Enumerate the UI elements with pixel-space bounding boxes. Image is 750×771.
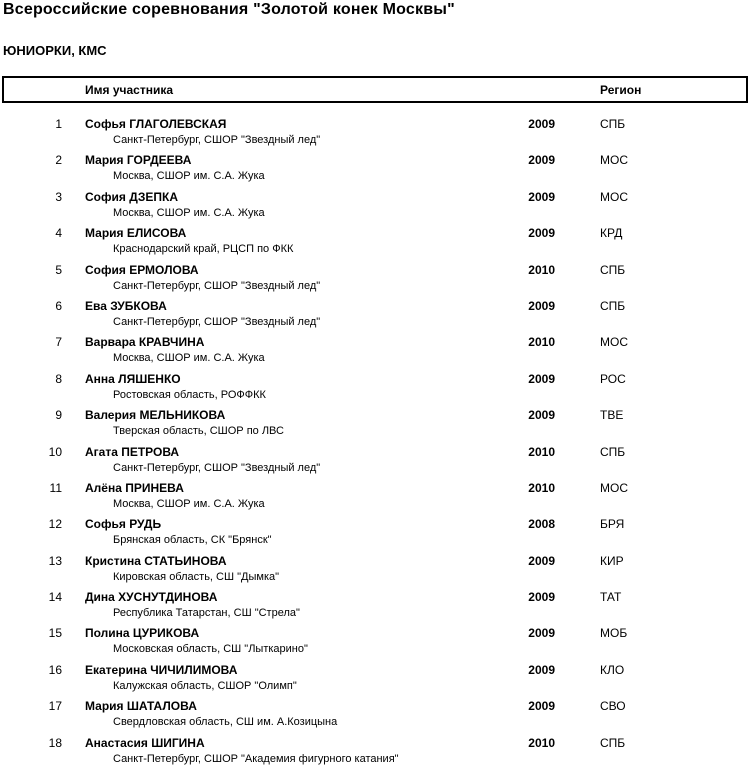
participant bbox=[62, 263, 505, 294]
participant-club: Санкт-Петербург, СШОР "Звездный лед" bbox=[113, 315, 321, 328]
birth-year: 2009 bbox=[528, 371, 555, 386]
column-header-name: Имя участника bbox=[85, 82, 174, 97]
table-row bbox=[0, 220, 750, 256]
birth-year: 2009 bbox=[528, 699, 555, 714]
table-row bbox=[0, 657, 750, 693]
region-code: ТВЕ bbox=[600, 408, 624, 423]
participant-name: Мария ГОРДЕЕВА bbox=[85, 153, 192, 168]
row-number: 10 bbox=[48, 444, 62, 459]
region-code: ТАТ bbox=[600, 590, 622, 605]
participant-club: Московская область, СШ "Лыткарино" bbox=[113, 643, 308, 656]
table-row bbox=[0, 693, 750, 729]
participant-name: Анастасия ШИГИНА bbox=[85, 735, 205, 750]
table-row bbox=[0, 584, 750, 620]
column-header-region: Регион bbox=[600, 82, 642, 97]
participant-name: Мария ЕЛИСОВА bbox=[85, 226, 187, 241]
table-row bbox=[0, 293, 750, 329]
table-row bbox=[0, 147, 750, 183]
birth-year: 2009 bbox=[528, 626, 555, 641]
participant-name: Екатерина ЧИЧИЛИМОВА bbox=[85, 662, 238, 677]
row-number: 4 bbox=[55, 226, 62, 241]
row-number: 14 bbox=[48, 590, 62, 605]
participant bbox=[62, 190, 505, 221]
birth-year: 2008 bbox=[528, 517, 555, 532]
birth-year: 2010 bbox=[528, 735, 555, 750]
row-number: 12 bbox=[48, 517, 62, 532]
participant-name: София ДЗЕПКА bbox=[85, 189, 179, 204]
participant bbox=[62, 335, 505, 366]
birth-year: 2009 bbox=[528, 189, 555, 204]
participant bbox=[62, 226, 505, 257]
region-code: СПБ bbox=[600, 117, 626, 131]
participant-name: Анна ЛЯШЕНКО bbox=[85, 371, 181, 386]
participant-name: Валерия МЕЛЬНИКОВА bbox=[85, 408, 226, 423]
participant-club: Свердловская область, СШ им. А.Козицына bbox=[113, 716, 338, 729]
participant-club: Санкт-Петербург, СШОР "Звездный лед" bbox=[113, 134, 321, 146]
participant bbox=[62, 445, 505, 476]
region-code: КИР bbox=[600, 553, 624, 568]
row-number: 11 bbox=[49, 480, 62, 495]
birth-year: 2009 bbox=[528, 226, 555, 241]
row-number: 8 bbox=[55, 371, 62, 386]
participant-name: Алёна ПРИНЕВА bbox=[85, 480, 184, 495]
participant bbox=[62, 663, 505, 694]
birth-year: 2009 bbox=[528, 553, 555, 568]
participant-club: Тверская область, СШОР по ЛВС bbox=[113, 425, 284, 438]
table-row bbox=[0, 329, 750, 365]
participant-club: Калужская область, СШОР "Олимп" bbox=[113, 679, 297, 692]
row-number: 2 bbox=[55, 153, 62, 168]
category-heading: ЮНИОРКИ, КМС bbox=[3, 43, 107, 58]
participant bbox=[62, 117, 505, 148]
participant bbox=[62, 153, 505, 184]
participants-list bbox=[0, 111, 750, 766]
table-row bbox=[0, 402, 750, 438]
region-code: МОС bbox=[600, 335, 628, 350]
participant-club: Москва, СШОР им. С.А. Жука bbox=[113, 206, 265, 219]
region-code: МОС bbox=[600, 153, 628, 168]
table-row bbox=[0, 257, 750, 293]
birth-year: 2009 bbox=[528, 298, 555, 313]
row-number: 16 bbox=[48, 662, 62, 677]
region-code: МОС bbox=[600, 189, 628, 204]
region-code: КРД bbox=[600, 226, 623, 241]
region-code: СПБ bbox=[600, 444, 626, 459]
birth-year: 2009 bbox=[528, 590, 555, 605]
row-number: 3 bbox=[55, 189, 62, 204]
row-number: 5 bbox=[55, 262, 62, 277]
participant-name: Ева ЗУБКОВА bbox=[85, 298, 167, 313]
participant-club: Санкт-Петербург, СШОР "Звездный лед" bbox=[113, 279, 321, 292]
table-row bbox=[0, 511, 750, 547]
region-code: КЛО bbox=[600, 662, 625, 677]
table-row bbox=[0, 548, 750, 584]
row-number: 7 bbox=[55, 335, 62, 350]
participant-name: Варвара КРАВЧИНА bbox=[85, 335, 205, 350]
participant bbox=[62, 699, 505, 730]
region-code: СПБ bbox=[600, 298, 626, 313]
participant-club: Ростовская область, РОФФКК bbox=[113, 388, 266, 401]
region-code: СВО bbox=[600, 699, 626, 714]
birth-year: 2010 bbox=[528, 262, 555, 277]
table-row bbox=[0, 475, 750, 511]
row-number: 9 bbox=[55, 408, 62, 423]
row-number: 17 bbox=[48, 699, 62, 714]
region-code: МОС bbox=[600, 480, 628, 495]
region-code: РОС bbox=[600, 371, 626, 386]
participant bbox=[62, 517, 505, 548]
table-row bbox=[0, 730, 750, 766]
birth-year: 2009 bbox=[528, 117, 555, 131]
participant-name: Софья РУДЬ bbox=[85, 517, 162, 532]
row-number: 18 bbox=[48, 735, 62, 750]
participant bbox=[62, 299, 505, 330]
region-code: СПБ bbox=[600, 735, 626, 750]
participant-club: Санкт-Петербург, СШОР "Академия фигурного катания" bbox=[113, 752, 399, 765]
birth-year: 2010 bbox=[528, 480, 555, 495]
participant bbox=[62, 481, 505, 512]
participant bbox=[62, 408, 505, 439]
birth-year: 2010 bbox=[528, 335, 555, 350]
participant-club: Москва, СШОР им. С.А. Жука bbox=[113, 352, 265, 365]
participant-club: Краснодарский край, РЦСП по ФКК bbox=[113, 243, 294, 256]
region-code: МОБ bbox=[600, 626, 628, 641]
participant-name: Агата ПЕТРОВА bbox=[85, 444, 180, 459]
birth-year: 2009 bbox=[528, 408, 555, 423]
birth-year: 2009 bbox=[528, 662, 555, 677]
region-code: БРЯ bbox=[600, 517, 625, 532]
page-title: Всероссийские соревнования "Золотой конек Москвы" bbox=[3, 1, 455, 18]
participant-club: Брянская область, СК "Брянск" bbox=[113, 534, 272, 547]
birth-year: 2009 bbox=[528, 153, 555, 168]
table-row bbox=[0, 366, 750, 402]
participant-club: Москва, СШОР им. С.А. Жука bbox=[113, 170, 265, 183]
participant-name: Кристина СТАТЬИНОВА bbox=[85, 553, 227, 568]
table-row bbox=[0, 620, 750, 656]
participant-club: Республика Татарстан, СШ "Стрела" bbox=[113, 607, 300, 620]
participant bbox=[62, 590, 505, 621]
region-code: СПБ bbox=[600, 262, 626, 277]
participant-club: Кировская область, СШ "Дымка" bbox=[113, 570, 280, 583]
participant-name: Софья ГЛАГОЛЕВСКАЯ bbox=[85, 117, 227, 131]
participant bbox=[62, 372, 505, 403]
participant-name: София ЕРМОЛОВА bbox=[85, 262, 199, 277]
participant-club: Санкт-Петербург, СШОР "Звездный лед" bbox=[113, 461, 321, 474]
row-number: 15 bbox=[48, 626, 62, 641]
participant bbox=[62, 736, 505, 767]
row-number: 1 bbox=[55, 117, 62, 131]
row-number: 13 bbox=[48, 553, 62, 568]
birth-year: 2010 bbox=[528, 444, 555, 459]
table-row bbox=[0, 439, 750, 475]
table-row bbox=[0, 111, 750, 147]
participant bbox=[62, 626, 505, 657]
participant-name: Дина ХУСНУТДИНОВА bbox=[85, 590, 218, 605]
row-number: 6 bbox=[55, 298, 62, 313]
participant-club: Москва, СШОР им. С.А. Жука bbox=[113, 497, 265, 510]
table-header bbox=[2, 76, 748, 103]
participant bbox=[62, 554, 505, 585]
table-row bbox=[0, 184, 750, 220]
participant-name: Полина ЦУРИКОВА bbox=[85, 626, 200, 641]
participant-name: Мария ШАТАЛОВА bbox=[85, 699, 197, 714]
